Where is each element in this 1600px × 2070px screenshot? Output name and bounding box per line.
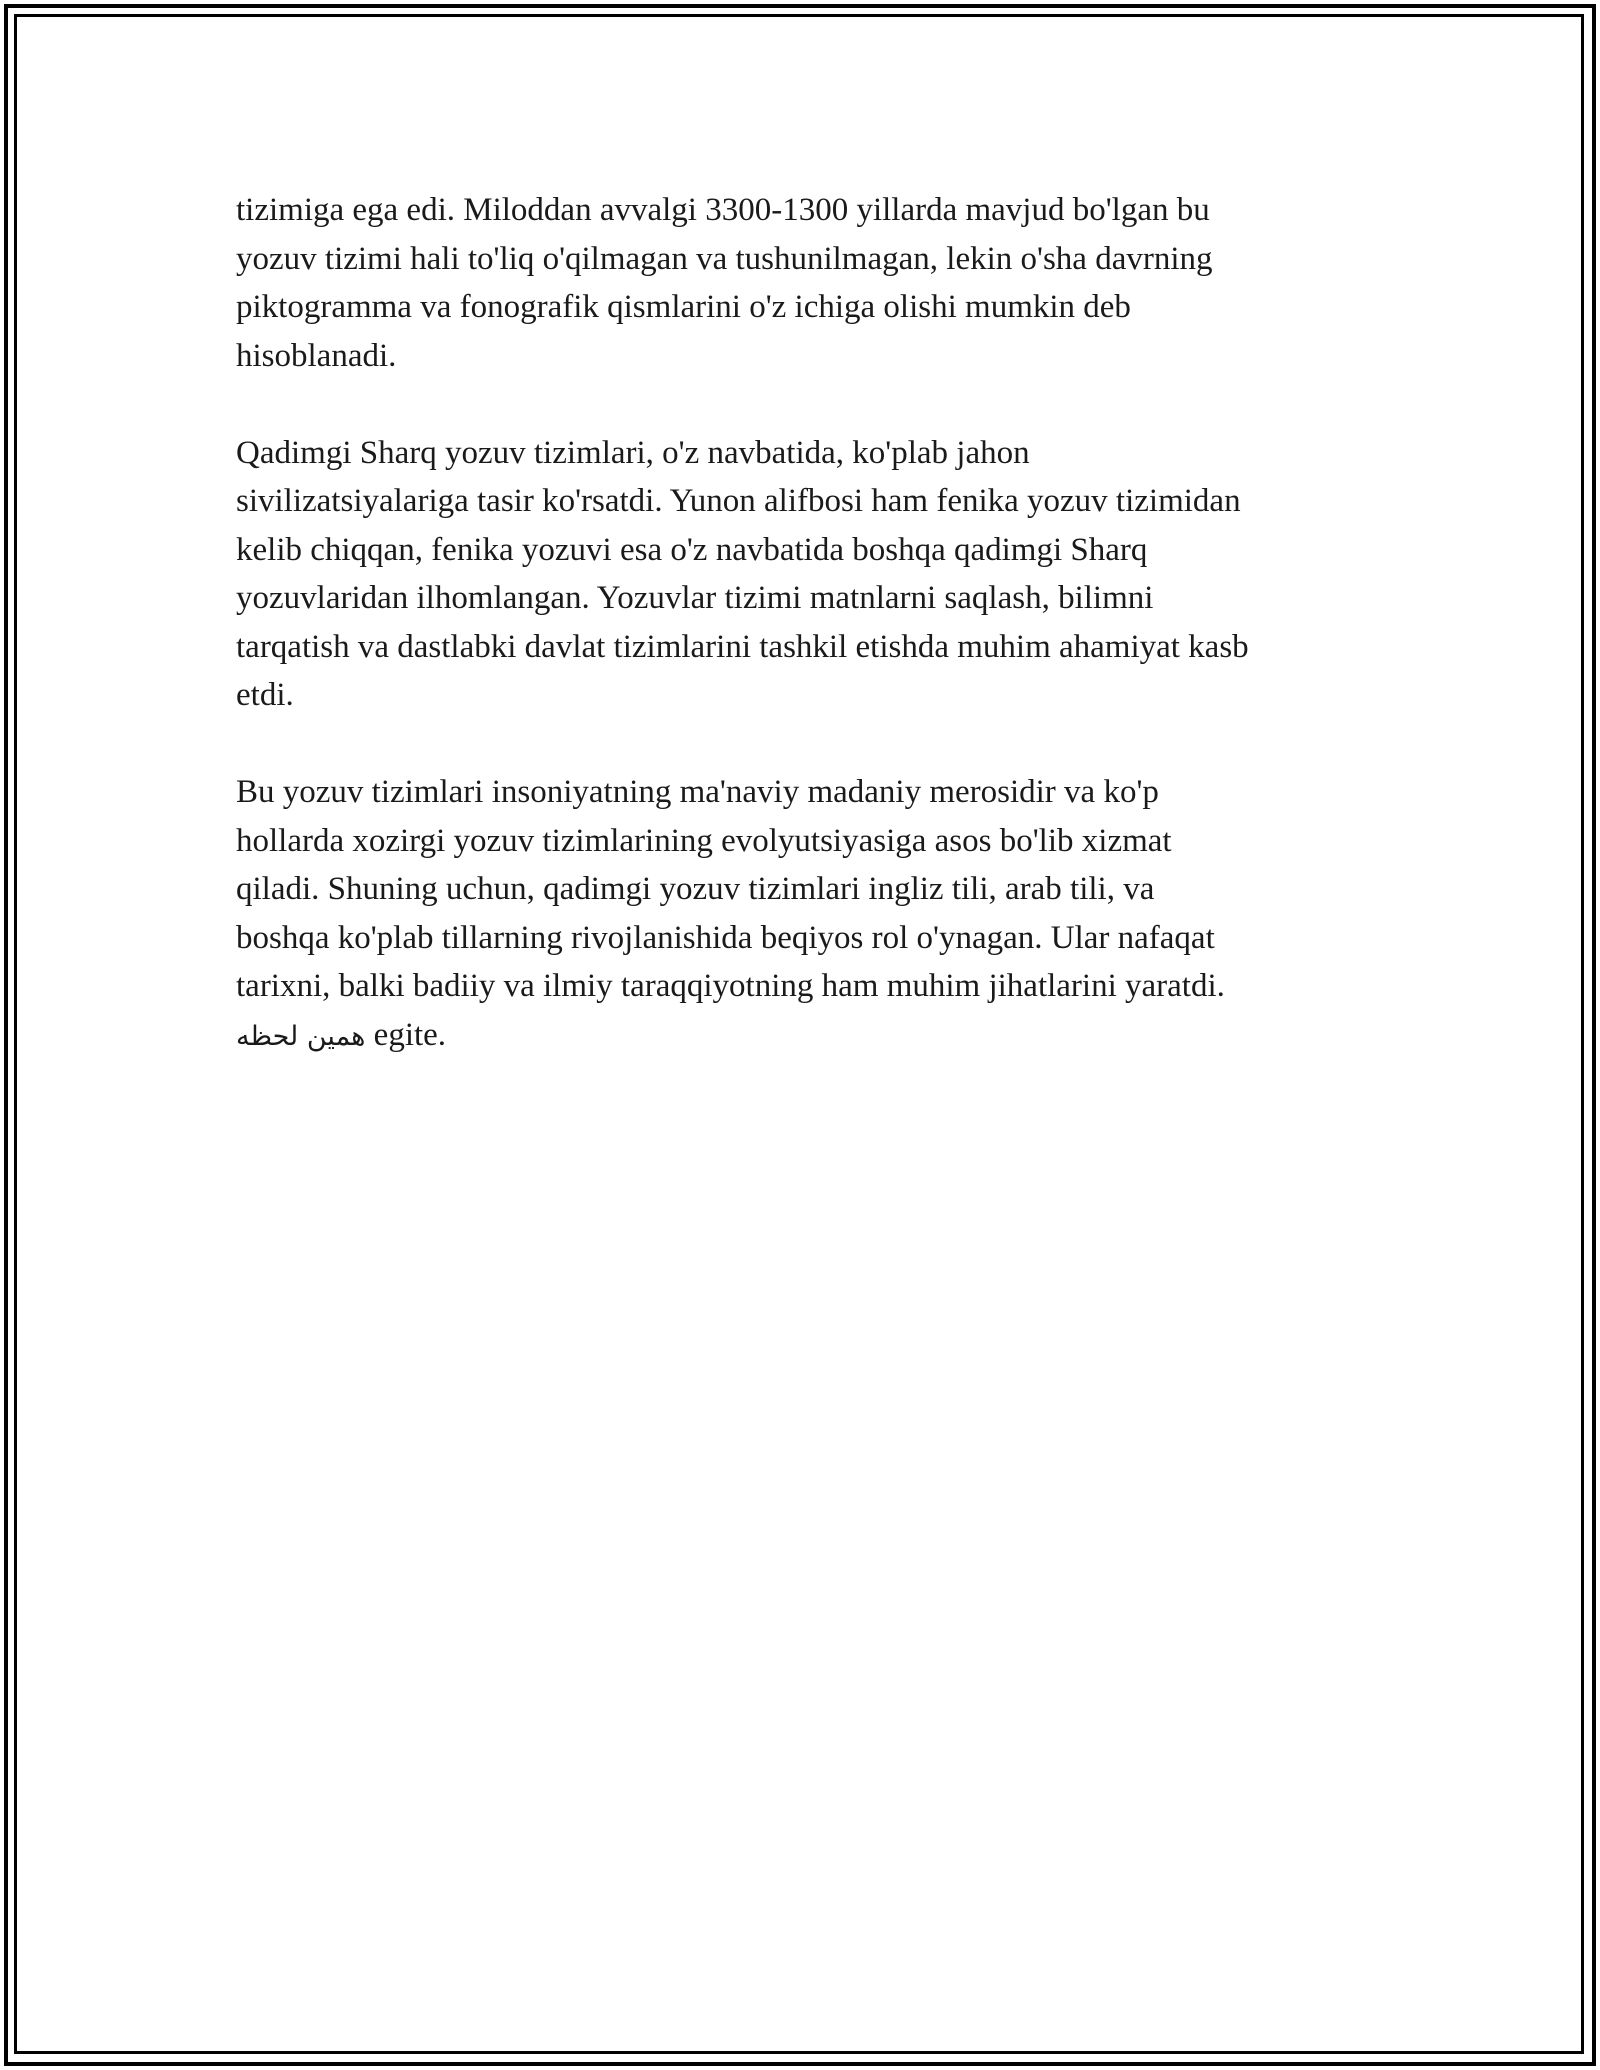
paragraph-2: Qadimgi Sharq yozuv tizimlari, o'z navbatida, ko'plab jahon sivilizatsiyalariga tasir ko'rsatdi. Yunon alifbosi ham fenika yozuv tizimidan kelib chiqqan, fenika yozuvi esa o'z navbatida boshqa qadimgi Sharq yozuvlaridan ilhomlangan. Yozuvlar tizimi matnlarni saqlash, bilimni tarqatish va dastlabki davlat tizimlarini tashkil etishda muhim ahamiyat kasb etdi.	[236, 434, 1249, 713]
document-body	[236, 186, 1376, 1061]
arabic-text-fragment: همین لحظه	[236, 1020, 366, 1052]
paragraph-1: tizimiga ega edi. Miloddan avvalgi 3300-1300 yillarda mavjud bo'lgan bu yozuv tizimi hali to'liq o'qilmagan va tushunilmagan, lekin o'sha davrning piktogramma va fonografik qismlarini o'z ichiga olishi mumkin deb hisoblanadi.	[236, 192, 1213, 374]
paragraph-3: Bu yozuv tizimlari insoniyatning ma'naviy madaniy merosidir va ko'p hollarda xozirgi yozuv tizimlarining evolyutsiyasiga asos bo'lib xizmat qiladi. Shuning uchun, qadimgi yozuv tizimlari ingliz tili, arab tili, va boshqa ko'plab tillarning rivojlanishida beqiyos rol o'ynagan. Ular nafaqat tarixni, balki badiiy va ilmiy taraqqiyotning ham muhim jihatlarini yaratdi.	[236, 774, 1225, 1004]
final-line	[236, 1011, 1376, 1062]
latin-text-fragment: egite.	[365, 1016, 447, 1053]
